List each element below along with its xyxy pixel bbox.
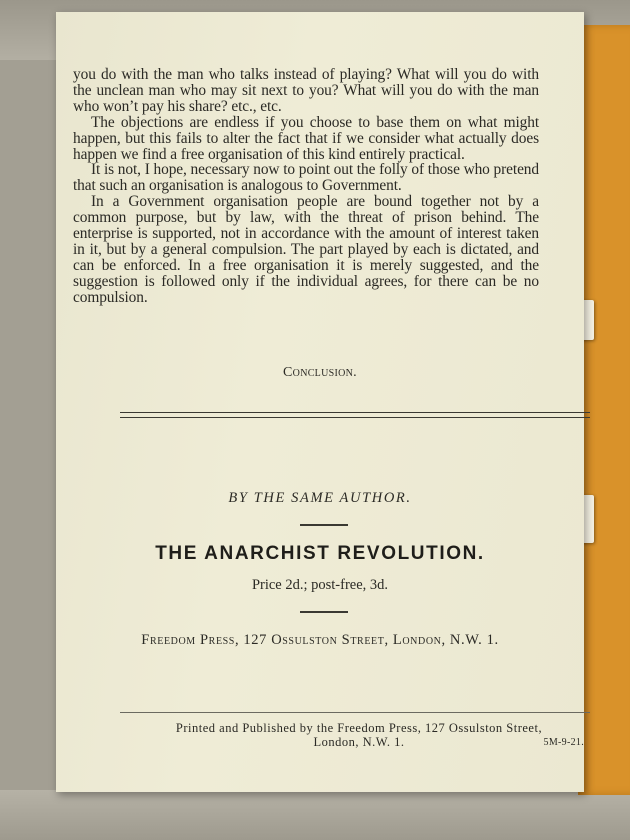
paragraph-1: you do with the man who talks instead of playing? What will you do with the unclean man who may sit next to you? What will you do with the man who won’t pay his share? etc., etc. [73,66,539,115]
publisher-address: Freedom Press, 127 Ossulston Street, London, N.W. 1. [141,632,499,648]
print-run-code: 5M-9-21. [543,737,584,748]
imprint-line-2: London, N.W. 1. [313,735,405,749]
short-rule-upper [300,524,348,526]
pamphlet-page [56,12,584,792]
by-same-author-heading: BY THE SAME AUTHOR. [228,490,412,506]
orange-back-cover [578,25,630,795]
short-rule-lower [300,611,348,613]
paragraph-2: The objections are endless if you choose to base them on what might happen, but this fails to alter the fact that if we consider what actually does happen we find a free organisation of this kind entirely practical. [73,113,539,163]
imprint-rule [120,712,590,713]
body-text [73,67,539,306]
table-surface-bottom [0,790,630,840]
book-title: THE ANARCHIST REVOLUTION. [155,543,485,564]
price-line: Price 2d.; post-free, 3d. [251,577,389,593]
paragraph-3: It is not, I hope, necessary now to point out the folly of those who pretend that such an organisation is analogous to Government. [73,161,539,195]
conclusion-heading: Conclusion. [283,365,357,380]
printer-imprint [130,721,588,749]
paragraph-4: In a Government organisation people are bound together not by a common purpose, but by law, with the threat of prison behind. The enterprise is supported, not in accordance with the amount of interest taken in it, but by a general compulsion. The part played by each is dictated, and can be enforced. In a free organisation it is merely suggested, and the suggestion is followed only if the individual agrees, for there can be no compulsion. [73,193,539,306]
double-rule [120,412,590,418]
imprint-line-1: Printed and Published by the Freedom Press, 127 Ossulston Street, [175,721,543,735]
